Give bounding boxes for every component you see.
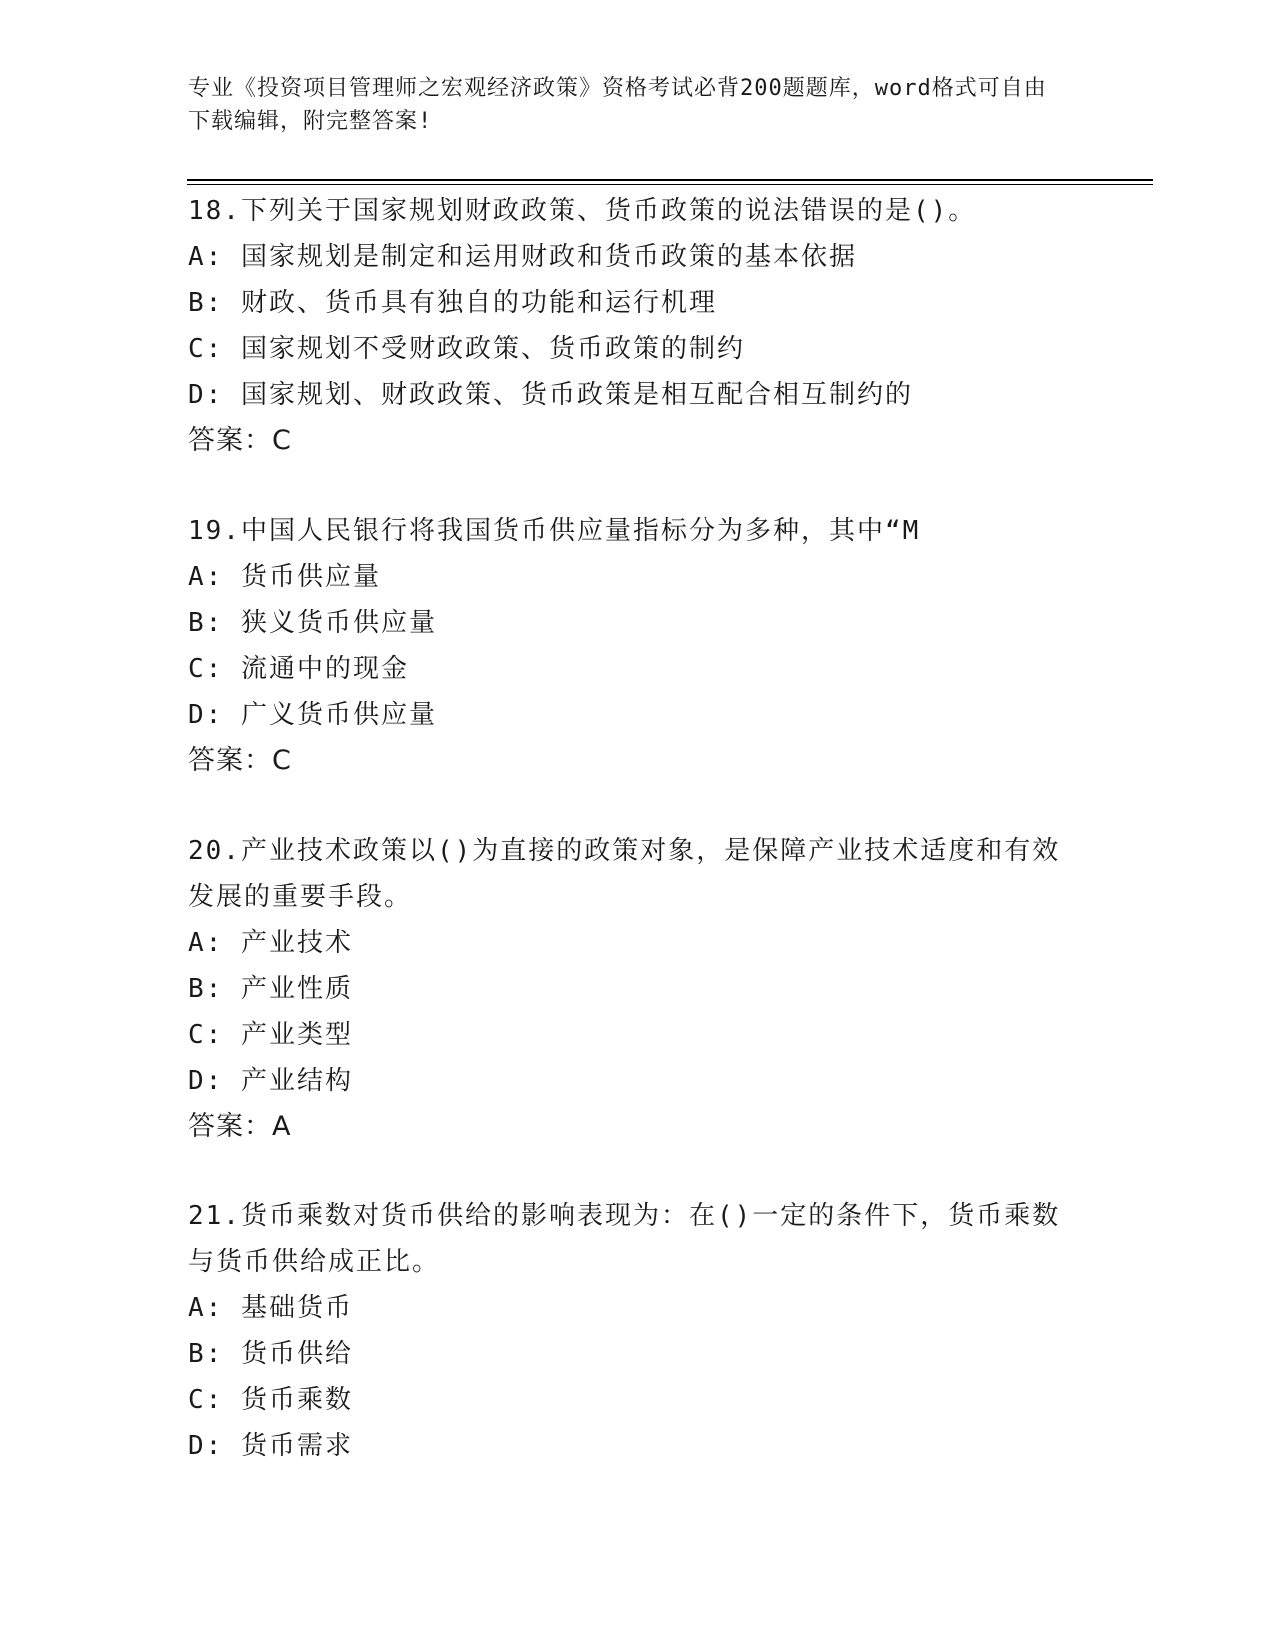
option-c: C: 国家规划不受财政政策、货币政策的制约 (188, 334, 745, 364)
option-d: D: 产业结构 (188, 1066, 353, 1096)
option-c: C: 货币乘数 (188, 1385, 353, 1415)
option-a: A: 基础货币 (188, 1293, 353, 1323)
header-divider-thin (187, 184, 1153, 185)
header-divider-thick (187, 179, 1153, 181)
question-stem: 20.产业技术政策以()为直接的政策对象，是保障产业技术适度和有效发展的重要手段。 (188, 836, 1061, 912)
option-d: D: 广义货币供应量 (188, 700, 437, 730)
option-b: B: 产业性质 (188, 974, 353, 1004)
question-19 (188, 508, 1088, 784)
answer-line: 答案：A (188, 1111, 292, 1142)
question-18 (188, 188, 1088, 464)
option-b: B: 财政、货币具有独自的功能和运行机理 (188, 288, 717, 318)
option-a: A: 国家规划是制定和运用财政和货币政策的基本依据 (188, 242, 857, 272)
option-b: B: 狭义货币供应量 (188, 608, 437, 638)
question-20 (188, 828, 1088, 1150)
question-stem: 21.货币乘数对货币供给的影响表现为：在()一定的条件下，货币乘数与货币供给成正比。 (188, 1201, 1061, 1277)
answer-line: 答案：C (188, 745, 292, 776)
option-b: B: 货币供给 (188, 1339, 353, 1369)
document-intro: 专业《投资项目管理师之宏观经济政策》资格考试必背200题题库，word格式可自由下载编辑，附完整答案! (188, 76, 1047, 134)
question-stem: 19.中国人民银行将我国货币供应量指标分为多种，其中“M (188, 516, 921, 546)
option-c: C: 产业类型 (188, 1020, 353, 1050)
answer-line: 答案：C (188, 425, 292, 456)
question-stem: 18.下列关于国家规划财政政策、货币政策的说法错误的是()。 (188, 196, 977, 226)
option-a: A: 货币供应量 (188, 562, 381, 592)
option-a: A: 产业技术 (188, 928, 353, 958)
option-c: C: 流通中的现金 (188, 654, 409, 684)
option-d: D: 国家规划、财政政策、货币政策是相互配合相互制约的 (188, 380, 913, 410)
option-d: D: 货币需求 (188, 1431, 353, 1461)
question-21 (188, 1193, 1088, 1469)
